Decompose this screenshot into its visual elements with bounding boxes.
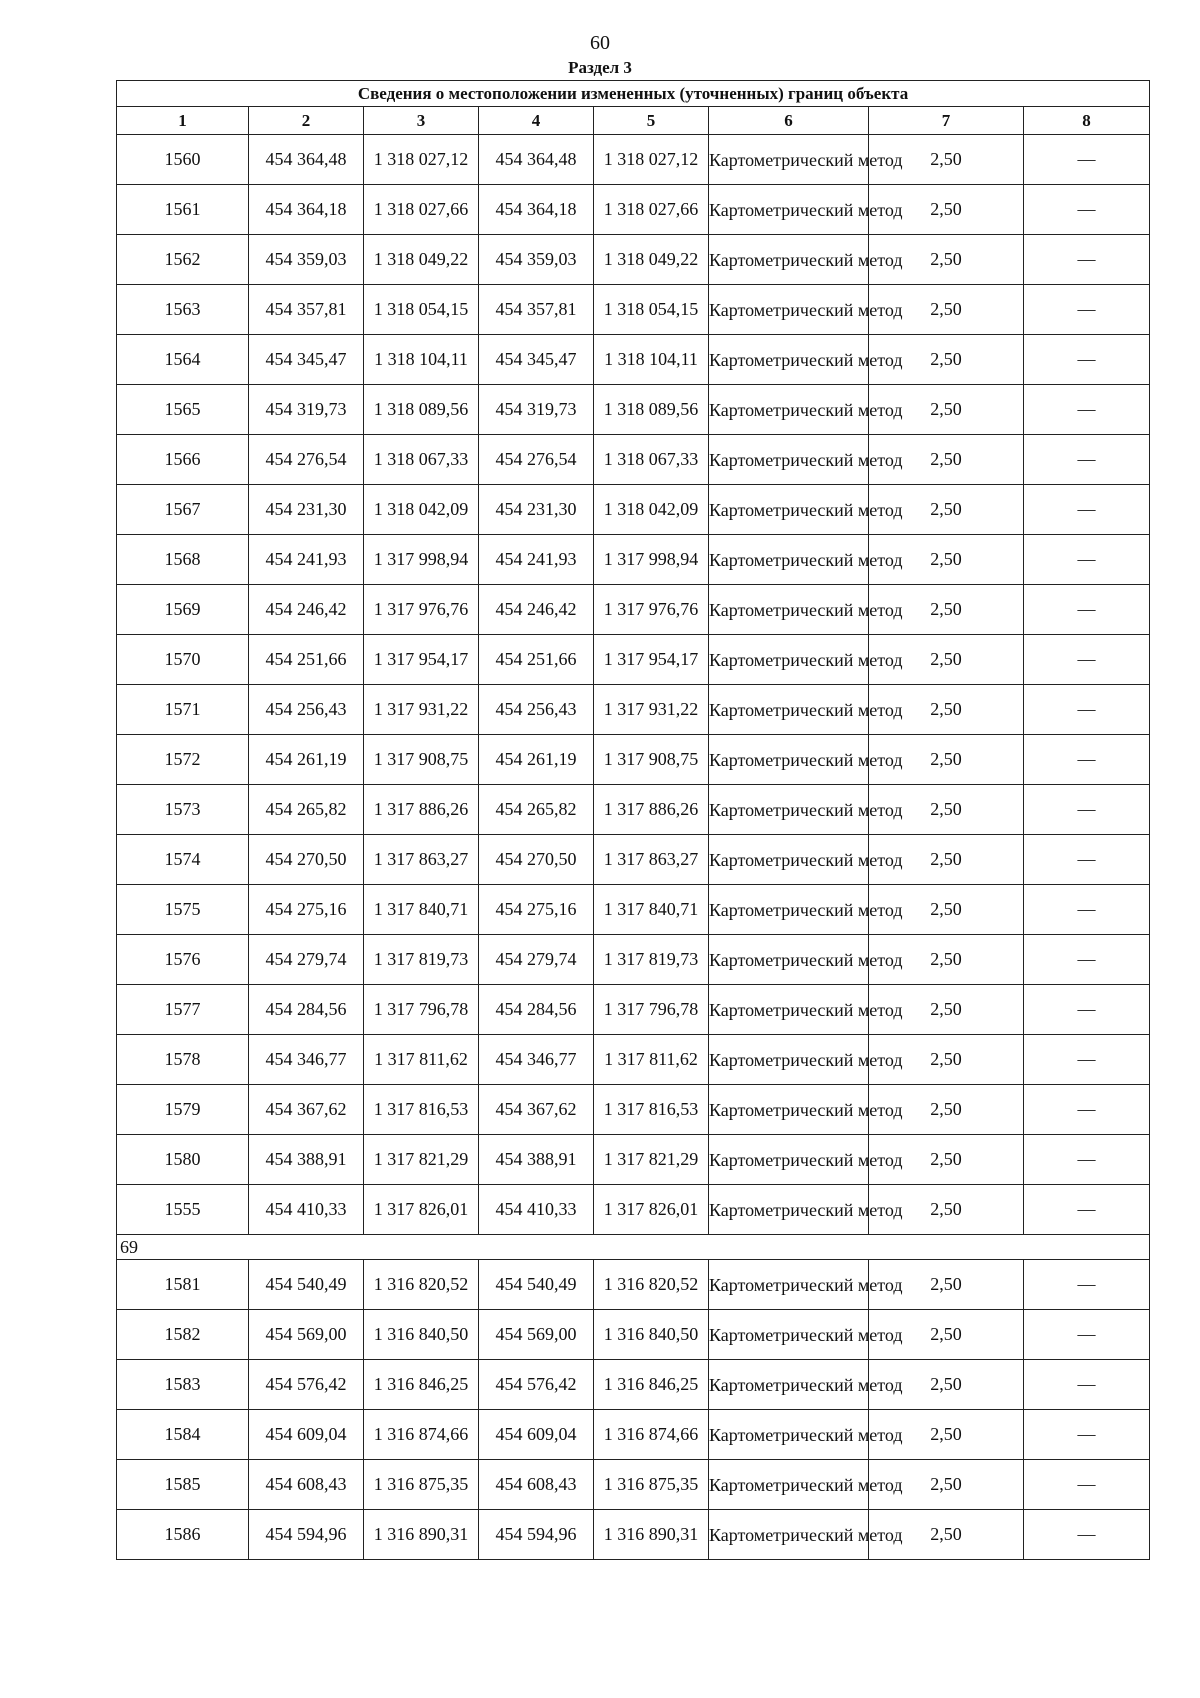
table-cell: 454 540,49: [479, 1260, 594, 1310]
table-cell: 2,50: [869, 1185, 1024, 1235]
table-row: [117, 135, 1150, 185]
table-cell: 1 317 863,27: [594, 835, 709, 885]
table-cell: 454 346,77: [249, 1035, 364, 1085]
table-cell: Картометрический метод: [709, 535, 869, 585]
table-cell: 1578: [117, 1035, 249, 1085]
table-cell: 1570: [117, 635, 249, 685]
table-row: [117, 235, 1150, 285]
column-header: 1: [117, 107, 249, 135]
table-row: [117, 1260, 1150, 1310]
page-number: 60: [590, 32, 610, 54]
table-cell: 454 364,18: [479, 185, 594, 235]
table-cell: 2,50: [869, 335, 1024, 385]
table-cell: 454 261,19: [249, 735, 364, 785]
table-cell: 454 367,62: [249, 1085, 364, 1135]
table-cell: 454 261,19: [479, 735, 594, 785]
table-row: [117, 1135, 1150, 1185]
table-cell: 1 318 027,66: [594, 185, 709, 235]
table-cell: 1 318 042,09: [364, 485, 479, 535]
table-cell: 454 256,43: [249, 685, 364, 735]
table-row: [117, 385, 1150, 435]
table-cell: 1 318 104,11: [364, 335, 479, 385]
table-row: [117, 685, 1150, 735]
table-cell: 454 410,33: [249, 1185, 364, 1235]
table-cell: 454 359,03: [249, 235, 364, 285]
table-cell: 454 594,96: [249, 1510, 364, 1560]
table-cell: 454 279,74: [249, 935, 364, 985]
table-cell: 1 317 840,71: [364, 885, 479, 935]
table-cell: —: [1024, 535, 1150, 585]
table-cell: —: [1024, 285, 1150, 335]
table-cell: 1 317 886,26: [594, 785, 709, 835]
table-cell: —: [1024, 1260, 1150, 1310]
table-cell: 2,50: [869, 1360, 1024, 1410]
table-cell: Картометрический метод: [709, 985, 869, 1035]
boundary-coordinates-table: [116, 80, 1150, 1560]
table-cell: Картометрический метод: [709, 1085, 869, 1135]
group-row: [117, 1235, 1150, 1260]
table-cell: 1 317 819,73: [594, 935, 709, 985]
table-cell: 1 317 816,53: [594, 1085, 709, 1135]
table-cell: 1 317 976,76: [594, 585, 709, 635]
table-cell: 454 265,82: [249, 785, 364, 835]
table-cell: 2,50: [869, 135, 1024, 185]
table-cell: 1566: [117, 435, 249, 485]
table-cell: 2,50: [869, 635, 1024, 685]
table-cell: 1575: [117, 885, 249, 935]
table-cell: 1565: [117, 385, 249, 435]
table-cell: 1 316 874,66: [364, 1410, 479, 1460]
table-cell: 454 576,42: [249, 1360, 364, 1410]
table-cell: 1 318 089,56: [594, 385, 709, 435]
table-cell: 1 317 954,17: [364, 635, 479, 685]
table-cell: 2,50: [869, 435, 1024, 485]
table-cell: 454 609,04: [479, 1410, 594, 1460]
table-cell: 1 317 819,73: [364, 935, 479, 985]
table-cell: 2,50: [869, 385, 1024, 435]
table-cell: 1 316 890,31: [594, 1510, 709, 1560]
table-cell: 1555: [117, 1185, 249, 1235]
table-cell: —: [1024, 135, 1150, 185]
table-cell: 1 316 846,25: [594, 1360, 709, 1410]
table-cell: 454 576,42: [479, 1360, 594, 1410]
table-cell: 1 316 874,66: [594, 1410, 709, 1460]
table-cell: 1 317 998,94: [364, 535, 479, 585]
table-cell: 1 317 826,01: [364, 1185, 479, 1235]
table-cell: 1 316 875,35: [594, 1460, 709, 1510]
table-row: [117, 1035, 1150, 1085]
table-cell: Картометрический метод: [709, 435, 869, 485]
table-cell: 1576: [117, 935, 249, 985]
table-row: [117, 335, 1150, 385]
table-cell: 1 317 976,76: [364, 585, 479, 635]
table-cell: 454 284,56: [479, 985, 594, 1035]
table-caption-row: [117, 81, 1150, 107]
table-row: [117, 485, 1150, 535]
table-cell: 1582: [117, 1310, 249, 1360]
table-cell: —: [1024, 1510, 1150, 1560]
table-cell: 1571: [117, 685, 249, 735]
table-cell: 454 345,47: [249, 335, 364, 385]
table-cell: 1586: [117, 1510, 249, 1560]
table-cell: Картометрический метод: [709, 1460, 869, 1510]
table-cell: 1573: [117, 785, 249, 835]
table-cell: Картометрический метод: [709, 685, 869, 735]
table-cell: 1583: [117, 1360, 249, 1410]
table-cell: Картометрический метод: [709, 335, 869, 385]
table-row: [117, 1510, 1150, 1560]
table-cell: 1 318 067,33: [594, 435, 709, 485]
table-cell: 1 318 049,22: [364, 235, 479, 285]
table-cell: —: [1024, 735, 1150, 785]
table-cell: 2,50: [869, 735, 1024, 785]
table-cell: 454 275,16: [249, 885, 364, 935]
table-cell: 2,50: [869, 685, 1024, 735]
table-row: [117, 885, 1150, 935]
table-cell: 454 364,48: [249, 135, 364, 185]
table-cell: Картометрический метод: [709, 635, 869, 685]
table-cell: Картометрический метод: [709, 1310, 869, 1360]
table-cell: 454 251,66: [249, 635, 364, 685]
table-cell: Картометрический метод: [709, 735, 869, 785]
table-cell: 1581: [117, 1260, 249, 1310]
table-cell: —: [1024, 1410, 1150, 1460]
column-header: 7: [869, 107, 1024, 135]
table-cell: 2,50: [869, 485, 1024, 535]
table-cell: 1 317 954,17: [594, 635, 709, 685]
table-cell: 454 388,91: [479, 1135, 594, 1185]
table-cell: Картометрический метод: [709, 935, 869, 985]
table-cell: 1574: [117, 835, 249, 885]
table-cell: 1 317 821,29: [594, 1135, 709, 1185]
table-cell: 454 608,43: [479, 1460, 594, 1510]
table-cell: 1577: [117, 985, 249, 1035]
group-label: 69: [117, 1235, 1150, 1260]
table-cell: —: [1024, 635, 1150, 685]
table-cell: 1 317 826,01: [594, 1185, 709, 1235]
table-cell: 2,50: [869, 885, 1024, 935]
table-row: [117, 985, 1150, 1035]
table-cell: 454 410,33: [479, 1185, 594, 1235]
table-cell: 454 265,82: [479, 785, 594, 835]
table-cell: —: [1024, 1360, 1150, 1410]
table-row: [117, 635, 1150, 685]
table-cell: 2,50: [869, 235, 1024, 285]
table-cell: 1 318 089,56: [364, 385, 479, 435]
table-cell: Картометрический метод: [709, 385, 869, 435]
table-cell: 1 317 811,62: [594, 1035, 709, 1085]
table-cell: 1572: [117, 735, 249, 785]
table-cell: 2,50: [869, 785, 1024, 835]
table-cell: 1 316 846,25: [364, 1360, 479, 1410]
table-cell: —: [1024, 1035, 1150, 1085]
table-cell: 1 317 796,78: [594, 985, 709, 1035]
column-header: 4: [479, 107, 594, 135]
table-cell: —: [1024, 985, 1150, 1035]
table-cell: 454 359,03: [479, 235, 594, 285]
table-cell: Картометрический метод: [709, 1260, 869, 1310]
table-cell: 1564: [117, 335, 249, 385]
table-cell: Картометрический метод: [709, 1185, 869, 1235]
table-cell: 1 316 840,50: [364, 1310, 479, 1360]
table-cell: 454 357,81: [479, 285, 594, 335]
table-cell: 454 231,30: [249, 485, 364, 535]
table-cell: 1 316 890,31: [364, 1510, 479, 1560]
table-cell: 1 317 816,53: [364, 1085, 479, 1135]
table-cell: 454 345,47: [479, 335, 594, 385]
table-cell: Картометрический метод: [709, 285, 869, 335]
table-cell: —: [1024, 435, 1150, 485]
table-cell: 2,50: [869, 1460, 1024, 1510]
table-cell: 1 316 875,35: [364, 1460, 479, 1510]
table-cell: —: [1024, 185, 1150, 235]
table-body: [117, 135, 1150, 1560]
table-cell: 1 318 054,15: [594, 285, 709, 335]
table-cell: Картометрический метод: [709, 1035, 869, 1085]
table-row: [117, 1410, 1150, 1460]
column-header: 5: [594, 107, 709, 135]
table-cell: 454 276,54: [249, 435, 364, 485]
table-cell: 1580: [117, 1135, 249, 1185]
table-cell: 454 241,93: [249, 535, 364, 585]
table-cell: Картометрический метод: [709, 1510, 869, 1560]
table-cell: 454 540,49: [249, 1260, 364, 1310]
table-cell: —: [1024, 485, 1150, 535]
table-cell: 2,50: [869, 1135, 1024, 1185]
table-cell: 2,50: [869, 985, 1024, 1035]
table-cell: 1 317 908,75: [364, 735, 479, 785]
table-cell: 1 317 931,22: [364, 685, 479, 735]
table-cell: 1 317 908,75: [594, 735, 709, 785]
table-cell: 1 317 811,62: [364, 1035, 479, 1085]
table-cell: Картометрический метод: [709, 885, 869, 935]
table-cell: 1 318 027,12: [594, 135, 709, 185]
table-row: [117, 435, 1150, 485]
column-header: 6: [709, 107, 869, 135]
table-cell: —: [1024, 585, 1150, 635]
table-cell: Картометрический метод: [709, 185, 869, 235]
table-cell: Картометрический метод: [709, 485, 869, 535]
table-cell: Картометрический метод: [709, 785, 869, 835]
table-cell: —: [1024, 1310, 1150, 1360]
table-cell: 454 246,42: [479, 585, 594, 635]
table-cell: —: [1024, 385, 1150, 435]
table-cell: —: [1024, 1460, 1150, 1510]
table-cell: Картометрический метод: [709, 1135, 869, 1185]
table-cell: 454 251,66: [479, 635, 594, 685]
table-cell: 2,50: [869, 835, 1024, 885]
table-row: [117, 535, 1150, 585]
table-cell: 454 319,73: [249, 385, 364, 435]
table-cell: 454 256,43: [479, 685, 594, 735]
table-cell: 1569: [117, 585, 249, 635]
table-cell: 454 609,04: [249, 1410, 364, 1460]
table-row: [117, 1310, 1150, 1360]
table-cell: 1 318 104,11: [594, 335, 709, 385]
table-cell: Картометрический метод: [709, 235, 869, 285]
table-cell: 454 367,62: [479, 1085, 594, 1135]
column-header: 8: [1024, 107, 1150, 135]
table-cell: —: [1024, 935, 1150, 985]
table-cell: 1 316 840,50: [594, 1310, 709, 1360]
table-cell: 2,50: [869, 1035, 1024, 1085]
table-row: [117, 185, 1150, 235]
table-cell: 454 569,00: [249, 1310, 364, 1360]
table-cell: 1560: [117, 135, 249, 185]
table-cell: 1 317 796,78: [364, 985, 479, 1035]
table-cell: 1 317 863,27: [364, 835, 479, 885]
table-cell: 454 594,96: [479, 1510, 594, 1560]
table-cell: —: [1024, 685, 1150, 735]
table-cell: 1 317 931,22: [594, 685, 709, 735]
table-cell: 1 318 042,09: [594, 485, 709, 535]
table-cell: Картометрический метод: [709, 585, 869, 635]
table-row: [117, 585, 1150, 635]
section-title: Раздел 3: [568, 58, 632, 77]
table-cell: Картометрический метод: [709, 835, 869, 885]
table-cell: —: [1024, 835, 1150, 885]
table-cell: —: [1024, 785, 1150, 835]
table-cell: 1 318 027,66: [364, 185, 479, 235]
table-cell: —: [1024, 885, 1150, 935]
column-header: 2: [249, 107, 364, 135]
table-cell: —: [1024, 1185, 1150, 1235]
table-cell: 454 364,18: [249, 185, 364, 235]
table-cell: 2,50: [869, 535, 1024, 585]
table-cell: —: [1024, 1085, 1150, 1135]
table-cell: 454 284,56: [249, 985, 364, 1035]
table-cell: 1 317 821,29: [364, 1135, 479, 1185]
table-cell: 1579: [117, 1085, 249, 1135]
table-cell: 1562: [117, 235, 249, 285]
table-cell: 454 246,42: [249, 585, 364, 635]
table-cell: 1563: [117, 285, 249, 335]
table-row: [117, 785, 1150, 835]
table-cell: 454 364,48: [479, 135, 594, 185]
table-row: [117, 1085, 1150, 1135]
table-cell: 454 388,91: [249, 1135, 364, 1185]
table-row: [117, 735, 1150, 785]
table-row: [117, 835, 1150, 885]
table-cell: 1 317 886,26: [364, 785, 479, 835]
table-cell: 2,50: [869, 1085, 1024, 1135]
table-caption: Сведения о местоположении измененных (уточненных) границ объекта: [117, 81, 1150, 107]
table-cell: 454 346,77: [479, 1035, 594, 1085]
table-cell: Картометрический метод: [709, 1360, 869, 1410]
table-cell: 1585: [117, 1460, 249, 1510]
table-cell: Картометрический метод: [709, 1410, 869, 1460]
table-row: [117, 1185, 1150, 1235]
table-cell: 1568: [117, 535, 249, 585]
table-cell: Картометрический метод: [709, 135, 869, 185]
table-cell: 2,50: [869, 1410, 1024, 1460]
table-cell: —: [1024, 235, 1150, 285]
table-cell: 454 569,00: [479, 1310, 594, 1360]
table-cell: 2,50: [869, 585, 1024, 635]
table-cell: 454 275,16: [479, 885, 594, 935]
table-cell: 1 317 840,71: [594, 885, 709, 935]
table-cell: 1 316 820,52: [364, 1260, 479, 1310]
table-row: [117, 285, 1150, 335]
table-cell: 1 318 027,12: [364, 135, 479, 185]
table-cell: 454 276,54: [479, 435, 594, 485]
table-row: [117, 1460, 1150, 1510]
table-cell: 454 270,50: [249, 835, 364, 885]
table-cell: 454 357,81: [249, 285, 364, 335]
table-cell: 1584: [117, 1410, 249, 1460]
table-cell: 454 319,73: [479, 385, 594, 435]
table-cell: 2,50: [869, 1510, 1024, 1560]
table-cell: 2,50: [869, 1310, 1024, 1360]
table-cell: 454 231,30: [479, 485, 594, 535]
table-cell: 1 318 054,15: [364, 285, 479, 335]
table-cell: 454 279,74: [479, 935, 594, 985]
table-cell: 454 241,93: [479, 535, 594, 585]
table-cell: 454 608,43: [249, 1460, 364, 1510]
table-cell: 1 317 998,94: [594, 535, 709, 585]
table-cell: 2,50: [869, 285, 1024, 335]
column-header-row: [117, 107, 1150, 135]
table-cell: 2,50: [869, 1260, 1024, 1310]
table-cell: 2,50: [869, 185, 1024, 235]
table-cell: 1 318 067,33: [364, 435, 479, 485]
table-cell: 1 318 049,22: [594, 235, 709, 285]
table-cell: 1 316 820,52: [594, 1260, 709, 1310]
table-row: [117, 935, 1150, 985]
table-cell: 1561: [117, 185, 249, 235]
table-row: [117, 1360, 1150, 1410]
table-cell: —: [1024, 335, 1150, 385]
table-cell: —: [1024, 1135, 1150, 1185]
table-cell: 1567: [117, 485, 249, 535]
table-cell: 2,50: [869, 935, 1024, 985]
table-cell: 454 270,50: [479, 835, 594, 885]
column-header: 3: [364, 107, 479, 135]
